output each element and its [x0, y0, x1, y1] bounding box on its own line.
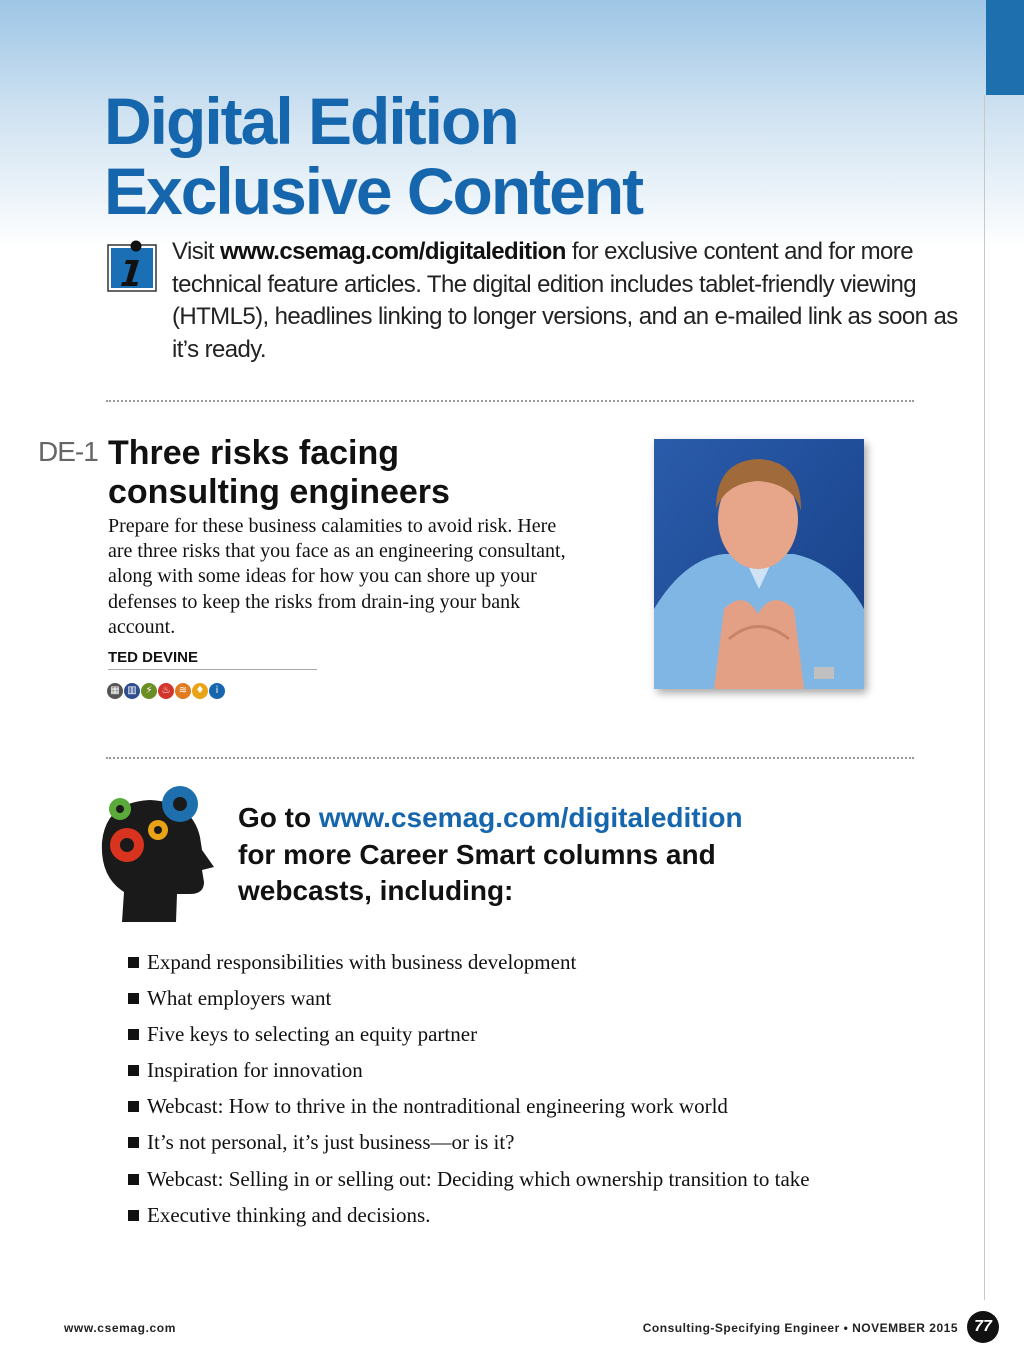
career-list-item[interactable]: Executive thinking and decisions.: [128, 1197, 810, 1233]
hvac-icon: ≋: [175, 683, 191, 699]
article-label: DE-1: [38, 436, 98, 467]
career-heading: [238, 800, 743, 910]
building-icon: ▥: [124, 683, 140, 699]
footer-website[interactable]: www.csemag.com: [64, 1321, 176, 1335]
author-photo: [654, 439, 864, 689]
career-heading-line3: webcasts, including:: [238, 875, 514, 906]
article-title-line1: Three risks facing: [108, 434, 400, 472]
margin-rule: [984, 95, 985, 1300]
divider-bottom: [106, 757, 914, 759]
page-number: 77: [967, 1311, 999, 1343]
intro-text: for exclusive content and for more technical feature articles. The digital edition includes tablet-friendly viewing (HTML5), headlines linking to longer versions, and an e-mailed link as soon as it’s ready.: [172, 238, 958, 363]
calculator-icon: ▦: [107, 683, 123, 699]
intro-paragraph: [172, 236, 972, 366]
career-goto-prefix: Go to: [238, 802, 319, 833]
article-author: TED DEVINE: [108, 649, 317, 670]
career-heading-line2: for more Career Smart columns and: [238, 838, 716, 870]
article-title[interactable]: [108, 434, 450, 512]
career-list-item[interactable]: Five keys to selecting an equity partner: [128, 1016, 810, 1052]
info-icon: i: [209, 683, 225, 699]
intro-url-link[interactable]: www.csemag.com/digitaledition: [219, 238, 566, 265]
page-title-line2: Exclusive Content: [104, 154, 643, 228]
career-list-item[interactable]: What employers want: [128, 980, 810, 1016]
topic-badges: [107, 683, 225, 699]
article-description: Prepare for these business calamities to avoid risk. Here are three risks that you face as an engineering consultant, along with some ideas for how you can shore up your defenses to keep the risks from drain-ing your bank account.: [108, 515, 566, 638]
career-url-link[interactable]: www.csemag.com/digitaledition: [318, 802, 743, 833]
career-list-item[interactable]: Inspiration for innovation: [128, 1052, 810, 1088]
page-title-line1: Digital Edition: [104, 84, 518, 158]
intro-prefix: Visit: [172, 238, 220, 265]
career-list-item[interactable]: Webcast: How to thrive in the nontraditional engineering work world: [128, 1088, 810, 1124]
section-tab: [986, 0, 1024, 95]
career-list-item[interactable]: Expand responsibilities with business development: [128, 944, 810, 980]
thinking-head-icon: [92, 782, 217, 927]
article-title-line2: consulting engineers: [108, 473, 450, 511]
lightbulb-icon: ♦: [192, 683, 208, 699]
fire-icon: ♨: [158, 683, 174, 699]
career-list-item[interactable]: Webcast: Selling in or selling out: Deciding which ownership transition to take: [128, 1161, 810, 1197]
career-list-item[interactable]: It’s not personal, it’s just business—or is it?: [128, 1124, 810, 1160]
page-title: [104, 86, 642, 226]
divider-top: [106, 400, 914, 402]
info-icon: [107, 240, 157, 292]
career-list: [128, 944, 810, 1233]
footer-publication: Consulting-Specifying Engineer • NOVEMBER 2015: [642, 1321, 958, 1335]
lightning-icon: ⚡: [141, 683, 157, 699]
